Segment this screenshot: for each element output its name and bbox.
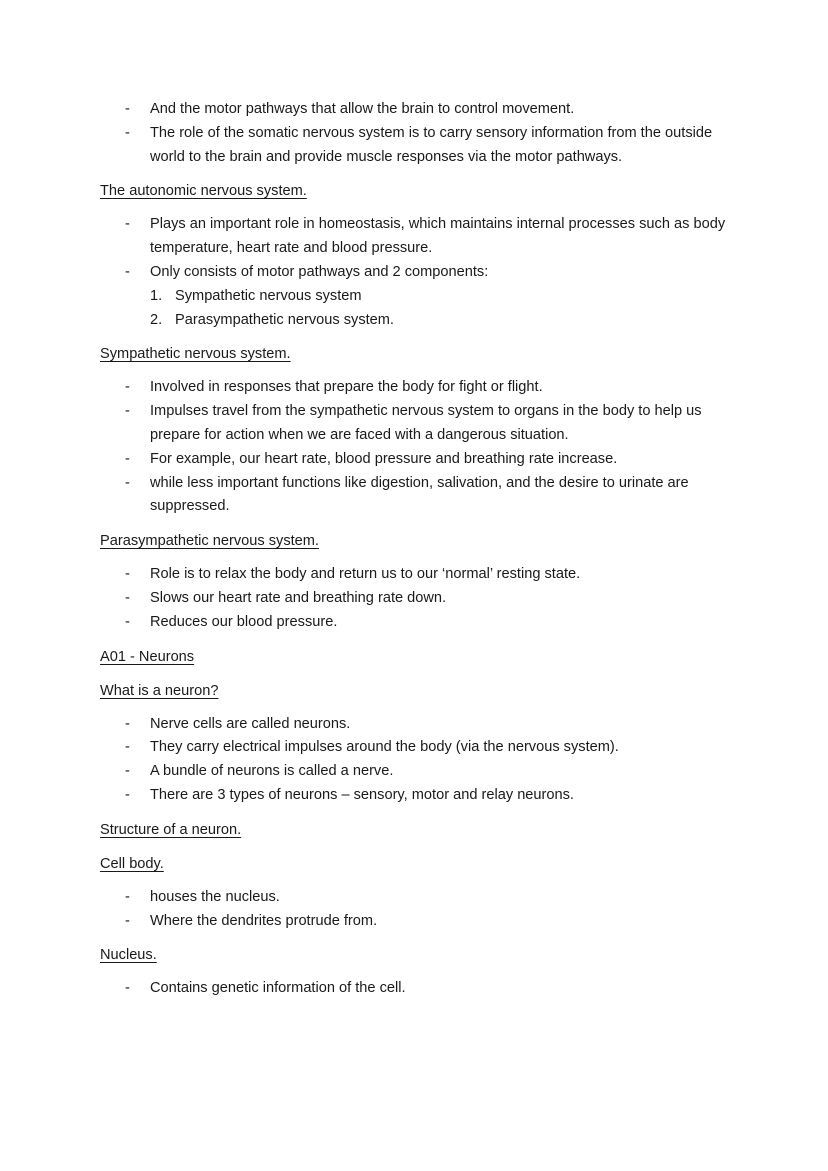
a01-heading: A01 - Neurons: [100, 648, 195, 665]
list-item: - They carry electrical impulses around the body (via the nervous system).: [100, 736, 738, 760]
section-heading: Sympathetic nervous system.: [100, 346, 291, 363]
section-heading: Cell body.: [100, 855, 164, 872]
parasympathetic-section: [100, 529, 738, 634]
list-item: - A bundle of neurons is called a nerve.: [100, 760, 738, 784]
list-item: - And the motor pathways that allow the brain to control movement.: [100, 98, 738, 122]
list-item: - Reduces our blood pressure.: [100, 611, 738, 635]
nucleus-list: [100, 977, 738, 1001]
numbered-item-text: Sympathetic nervous system: [175, 287, 362, 304]
list-item: - There are 3 types of neurons – sensory, motor and relay neurons.: [100, 784, 738, 808]
sympathetic-section: [100, 342, 738, 519]
numbered-item-text: Parasympathetic nervous system.: [175, 311, 394, 328]
structure-heading: Structure of a neuron.: [100, 821, 242, 838]
numbered-item: [150, 285, 738, 309]
autonomic-list: [100, 213, 738, 332]
number-marker: 1.: [150, 287, 163, 304]
sympathetic-list: [100, 376, 738, 519]
list-item: - Slows our heart rate and breathing rate down.: [100, 587, 738, 611]
list-item: - The role of the somatic nervous system is to carry sensory information from the outside world to the brain and provide muscle responses via the motor pathways.: [100, 122, 738, 170]
list-item: - Plays an important role in homeostasis, which maintains internal processes such as body temperature, heart rate and blood pressure.: [100, 213, 738, 261]
list-item: - Where the dendrites protrude from.: [100, 910, 738, 934]
intro-list: [100, 98, 738, 169]
list-item: - Impulses travel from the sympathetic nervous system to organs in the body to help us prepare for action when we are faced with a dangerous situation.: [100, 400, 738, 448]
list-item: - houses the nucleus.: [100, 886, 738, 910]
components-list: [150, 285, 738, 333]
list-item: - Nerve cells are called neurons.: [100, 713, 738, 737]
list-item: - For example, our heart rate, blood pressure and breathing rate increase.: [100, 448, 738, 472]
number-marker: 2.: [150, 311, 163, 328]
list-item: - while less important functions like digestion, salivation, and the desire to urinate are suppressed.: [100, 472, 738, 520]
section-heading: Nucleus.: [100, 947, 157, 964]
numbered-item: [150, 309, 738, 333]
cell-body-section: [100, 852, 738, 934]
what-is-neuron-list: [100, 713, 738, 808]
section-heading: The autonomic nervous system.: [100, 183, 307, 200]
section-heading: What is a neuron?: [100, 682, 219, 699]
list-item-text: Only consists of motor pathways and 2 components:: [150, 263, 489, 280]
nucleus-section: [100, 943, 738, 1001]
list-item: - Role is to relax the body and return us to our ‘normal’ resting state.: [100, 563, 738, 587]
list-item: - Involved in responses that prepare the body for fight or flight.: [100, 376, 738, 400]
section-heading: Parasympathetic nervous system.: [100, 533, 319, 550]
parasympathetic-list: [100, 563, 738, 634]
list-item: [100, 261, 738, 332]
what-is-neuron-section: [100, 679, 738, 808]
cell-body-list: [100, 886, 738, 934]
list-item: - Contains genetic information of the cell.: [100, 977, 738, 1001]
autonomic-section: [100, 179, 738, 332]
